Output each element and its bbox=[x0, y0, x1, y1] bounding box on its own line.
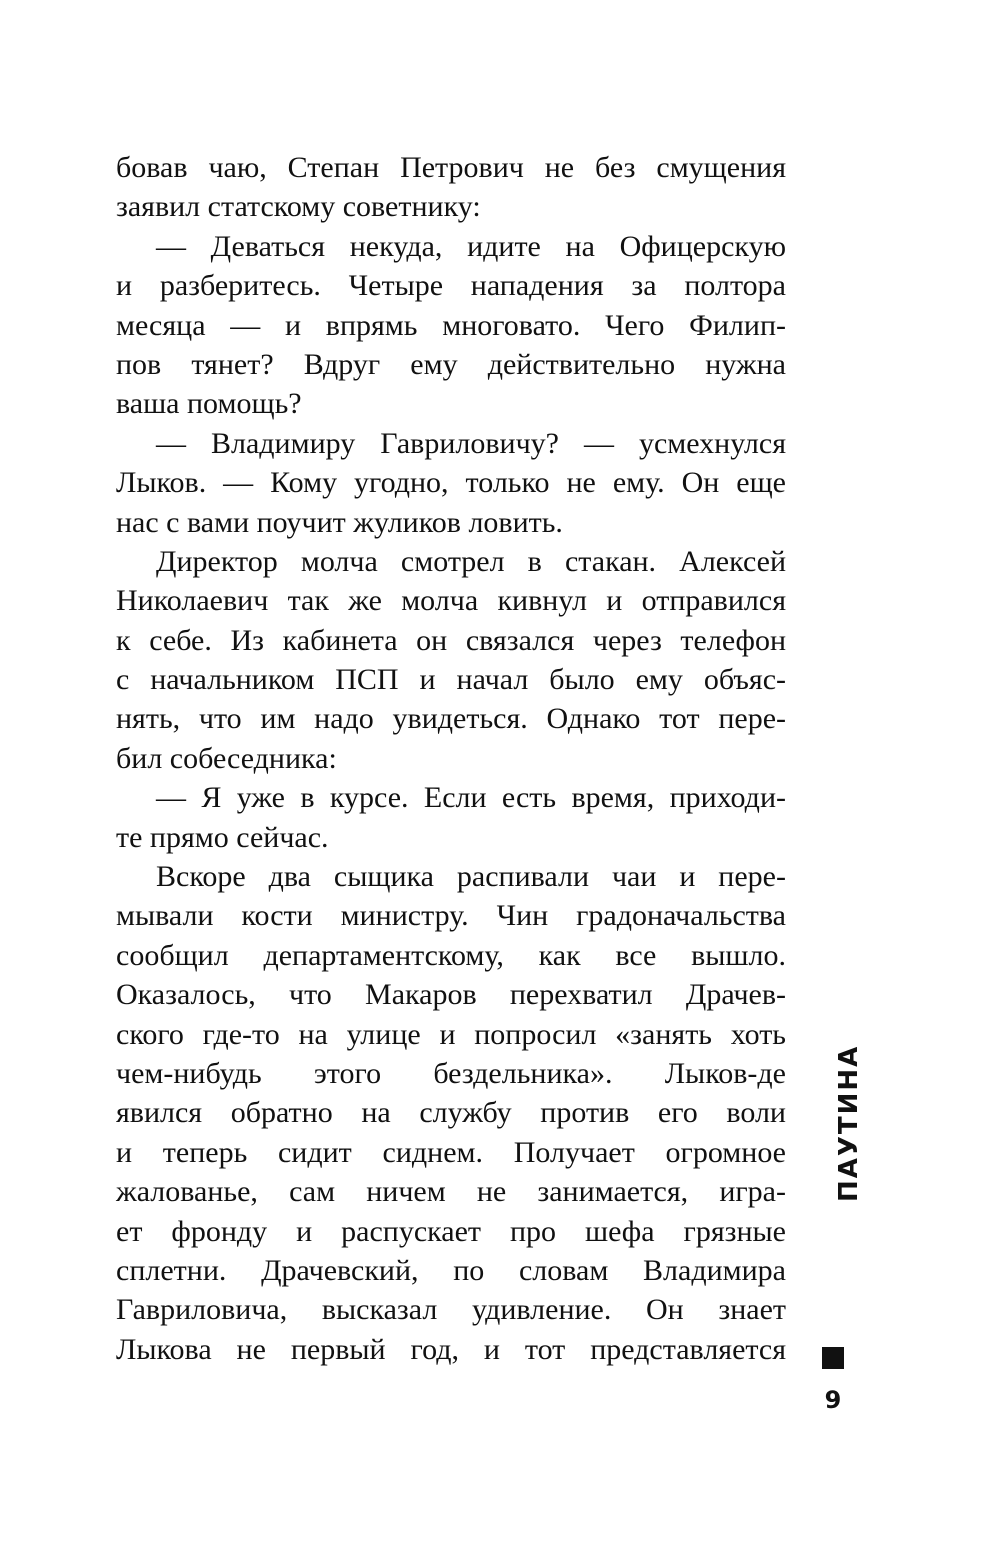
text-line: с начальником ПСП и начал было ему объяс- bbox=[116, 663, 786, 697]
text-line: заявил статскому советнику: bbox=[116, 190, 481, 224]
text-line: сплетни. Драчевский, по словам Владимира bbox=[116, 1253, 786, 1287]
text-line: ского где-то на улице и попросил «занять хоть bbox=[116, 1017, 786, 1051]
text-line: те прямо сейчас. bbox=[116, 820, 329, 854]
text-line: к себе. Из кабинета он связался через телефон bbox=[116, 623, 786, 657]
text-line: ваша помощь? bbox=[116, 387, 302, 421]
text-line: Лыкова не первый год, и тот представляется bbox=[116, 1332, 786, 1366]
text-line: Вскоре два сыщика распивали чаи и пере- bbox=[156, 860, 786, 894]
text-line: — Деваться некуда, идите на Офицерскую bbox=[156, 229, 786, 263]
text-line: Гавриловича, высказал удивление. Он знает bbox=[116, 1293, 786, 1327]
text-line: Лыков. — Кому угодно, только не ему. Он еще bbox=[116, 466, 786, 500]
running-head-marker bbox=[822, 1347, 844, 1369]
text-line: ет фронду и распускает про шефа грязные bbox=[116, 1214, 786, 1248]
text-line: Оказалось, что Макаров перехватил Драчев- bbox=[116, 978, 786, 1012]
text-line: Директор молча смотрел в стакан. Алексей bbox=[156, 544, 786, 578]
text-line: чем-нибудь этого бездельника». Лыков-де bbox=[116, 1056, 786, 1090]
text-line: — Я уже в курсе. Если есть время, приходи- bbox=[156, 781, 786, 815]
text-line: — Владимиру Гавриловичу? — усмехнулся bbox=[156, 426, 786, 460]
text-line: бил собеседника: bbox=[116, 741, 337, 775]
running-head-title: ПАУТИНА bbox=[834, 1044, 864, 1202]
text-line: мывали кости министру. Чин градоначальства bbox=[116, 899, 786, 933]
text-line: и теперь сидит сиднем. Получает огромное bbox=[116, 1135, 786, 1169]
body-text bbox=[116, 148, 786, 1369]
text-line: Николаевич так же молча кивнул и отправился bbox=[116, 584, 786, 618]
text-line: жалованье, сам ничем не занимается, игра- bbox=[116, 1175, 786, 1209]
text-line: бовав чаю, Степан Петрович не без смущения bbox=[116, 151, 786, 184]
text-line: явился обратно на службу против его воли bbox=[116, 1096, 786, 1130]
text-line: сообщил департаментскому, как все вышло. bbox=[116, 938, 786, 972]
text-line: нас с вами поучит жуликов ловить. bbox=[116, 505, 563, 539]
page-number: 9 bbox=[824, 1386, 842, 1414]
text-line: и разберитесь. Четыре нападения за полтора bbox=[116, 269, 786, 303]
text-line: нять, что им надо увидеться. Однако тот пере- bbox=[116, 702, 786, 736]
text-line: пов тянет? Вдруг ему действительно нужна bbox=[116, 347, 786, 381]
text-line: месяца — и впрямь многовато. Чего Филип- bbox=[116, 308, 786, 342]
